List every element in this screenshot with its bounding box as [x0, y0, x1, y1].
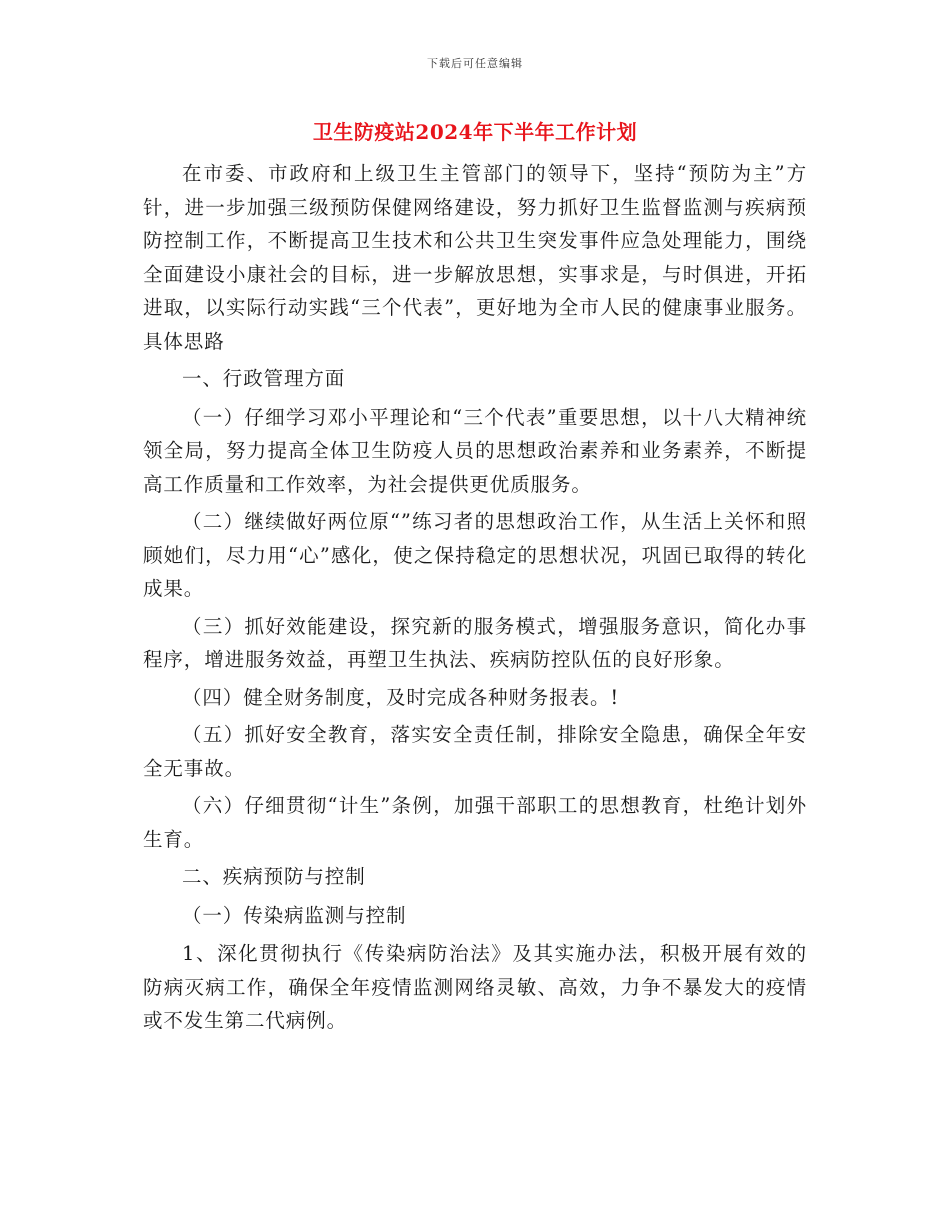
document-body [143, 157, 807, 1042]
infectious-item-1: 1、深化贯彻执行《传染病防治法》及其实施办法，积极开展有效的防病灭病工作，确保全年疫情监测网络灵敏、高效，力争不暴发大的疫情或不发生第二代病例。 [143, 942, 807, 1032]
subsection-heading-infectious: （一）传染病监测与控制 [182, 903, 407, 927]
intro-paragraph: 在市委、市政府和上级卫生主管部门的领导下，坚持“预防为主”方针，进一步加强三级预防保健网络建设，努力抓好卫生监督监测与疾病预防控制工作，不断提高卫生技术和公共卫生突发事件应急处理能力，围绕全面建设小康社会的目标，进一步解放思想，实事求是，与时俱进，开拓进取，以实际行动实践“三个代表”，更好地为全市人民的健康事业服务。具体思路 [143, 162, 807, 353]
document-title: 卫生防疫站2024年下半年工作计划 [312, 120, 638, 144]
section-heading-admin: 一、行政管理方面 [182, 367, 346, 390]
admin-item-4: （四）健全财务制度，及时完成各种财务报表。! [182, 685, 620, 709]
admin-item-5: （五）抓好安全教育，落实安全责任制，排除安全隐患，确保全年安全无事故。 [143, 723, 807, 780]
admin-item-1: （一）仔细学习邓小平理论和“三个代表”重要思想，以十八大精神统领全局，努力提高全体卫生防疫人员的思想政治素养和业务素养，不断提高工作质量和工作效率，为社会提供更优质服务。 [143, 405, 807, 496]
admin-item-6: （六）仔细贯彻“计生”条例，加强干部职工的思想教育，杜绝计划外生育。 [143, 794, 807, 851]
admin-item-3: （三）抓好效能建设，探究新的服务模式，增强服务意识，简化办事程序，增进服务效益，再塑卫生执法、疾病防控队伍的良好形象。 [143, 614, 807, 671]
admin-item-2: （二）继续做好两位原“”练习者的思想政治工作，从生活上关怀和照顾她们，尽力用“心”感化，使之保持稳定的思想状况，巩固已取得的转化成果。 [143, 510, 807, 600]
page-header-note: 下载后可任意编辑 [427, 57, 523, 70]
section-heading-disease: 二、疾病预防与控制 [182, 865, 366, 888]
